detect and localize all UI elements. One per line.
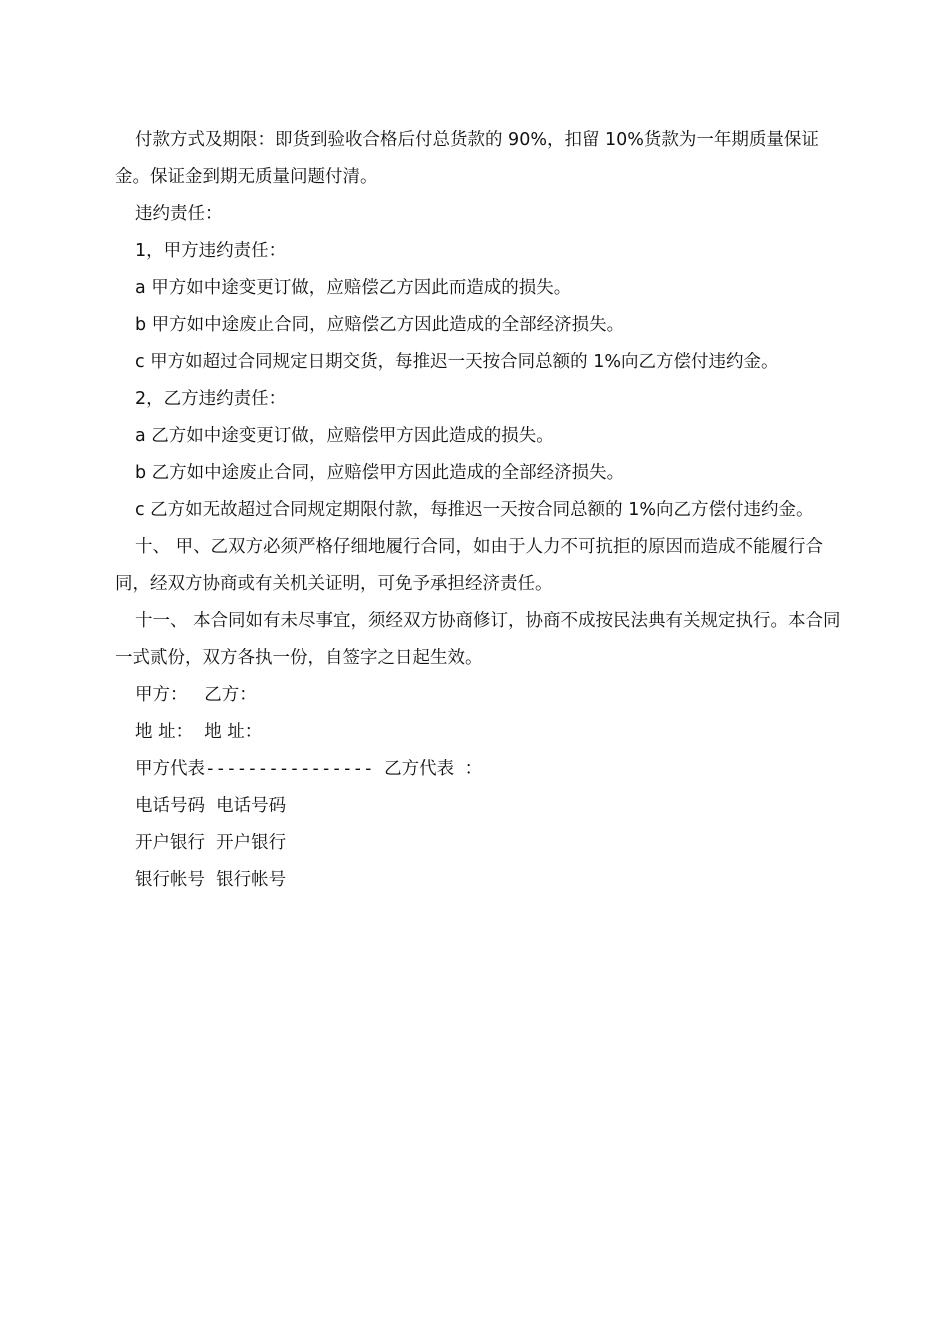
contract-body [115, 122, 845, 899]
party-a-clause-a: a 甲方如中途变更订做，应赔偿乙方因此而造成的损失。 [135, 278, 572, 298]
payment-terms-paragraph: 付款方式及期限：即货到验收合格后付总货款的 90%，扣留 10%货款为一年期质量保证金。保证金到期无质量问题付清。 [115, 130, 819, 187]
supplementary-clause: 十一、 本合同如有未尽事宜，须经双方协商修订，协商不成按民法典有关规定执行。本合同一式贰份，双方各执一份，自签字之日起生效。 [115, 611, 841, 668]
force-majeure-clause: 十、 甲、乙双方必须严格仔细地履行合同，如由于人力不可抗拒的原因而造成不能履行合同，经双方协商或有关机关证明，可免予承担经济责任。 [115, 537, 824, 594]
signature-parties: 甲方： 乙方： [135, 685, 257, 705]
signature-account: 银行帐号 银行帐号 [135, 870, 287, 890]
party-a-liability-heading: 1，甲方违约责任： [135, 241, 287, 261]
party-b-clause-c: c 乙方如无故超过合同规定期限付款，每推迟一天按合同总额的 1%向乙方偿付违约金。 [135, 500, 814, 520]
breach-liability-heading: 违约责任： [135, 204, 223, 224]
signature-phone: 电话号码 电话号码 [135, 796, 287, 816]
party-a-clause-b: b 甲方如中途废止合同，应赔偿乙方因此造成的全部经济损失。 [135, 315, 625, 335]
signature-address: 地 址： 地 址： [135, 722, 263, 742]
party-a-clause-c: c 甲方如超过合同规定日期交货，每推迟一天按合同总额的 1%向乙方偿付违约金。 [135, 352, 779, 372]
party-b-clause-a: a 乙方如中途变更订做，应赔偿甲方因此造成的损失。 [135, 426, 554, 446]
signature-representative: 甲方代表---------------- 乙方代表 ： [135, 759, 483, 779]
party-b-clause-b: b 乙方如中途废止合同，应赔偿甲方因此造成的全部经济损失。 [135, 463, 625, 483]
signature-bank: 开户银行 开户银行 [135, 833, 287, 853]
party-b-liability-heading: 2，乙方违约责任： [135, 389, 287, 409]
